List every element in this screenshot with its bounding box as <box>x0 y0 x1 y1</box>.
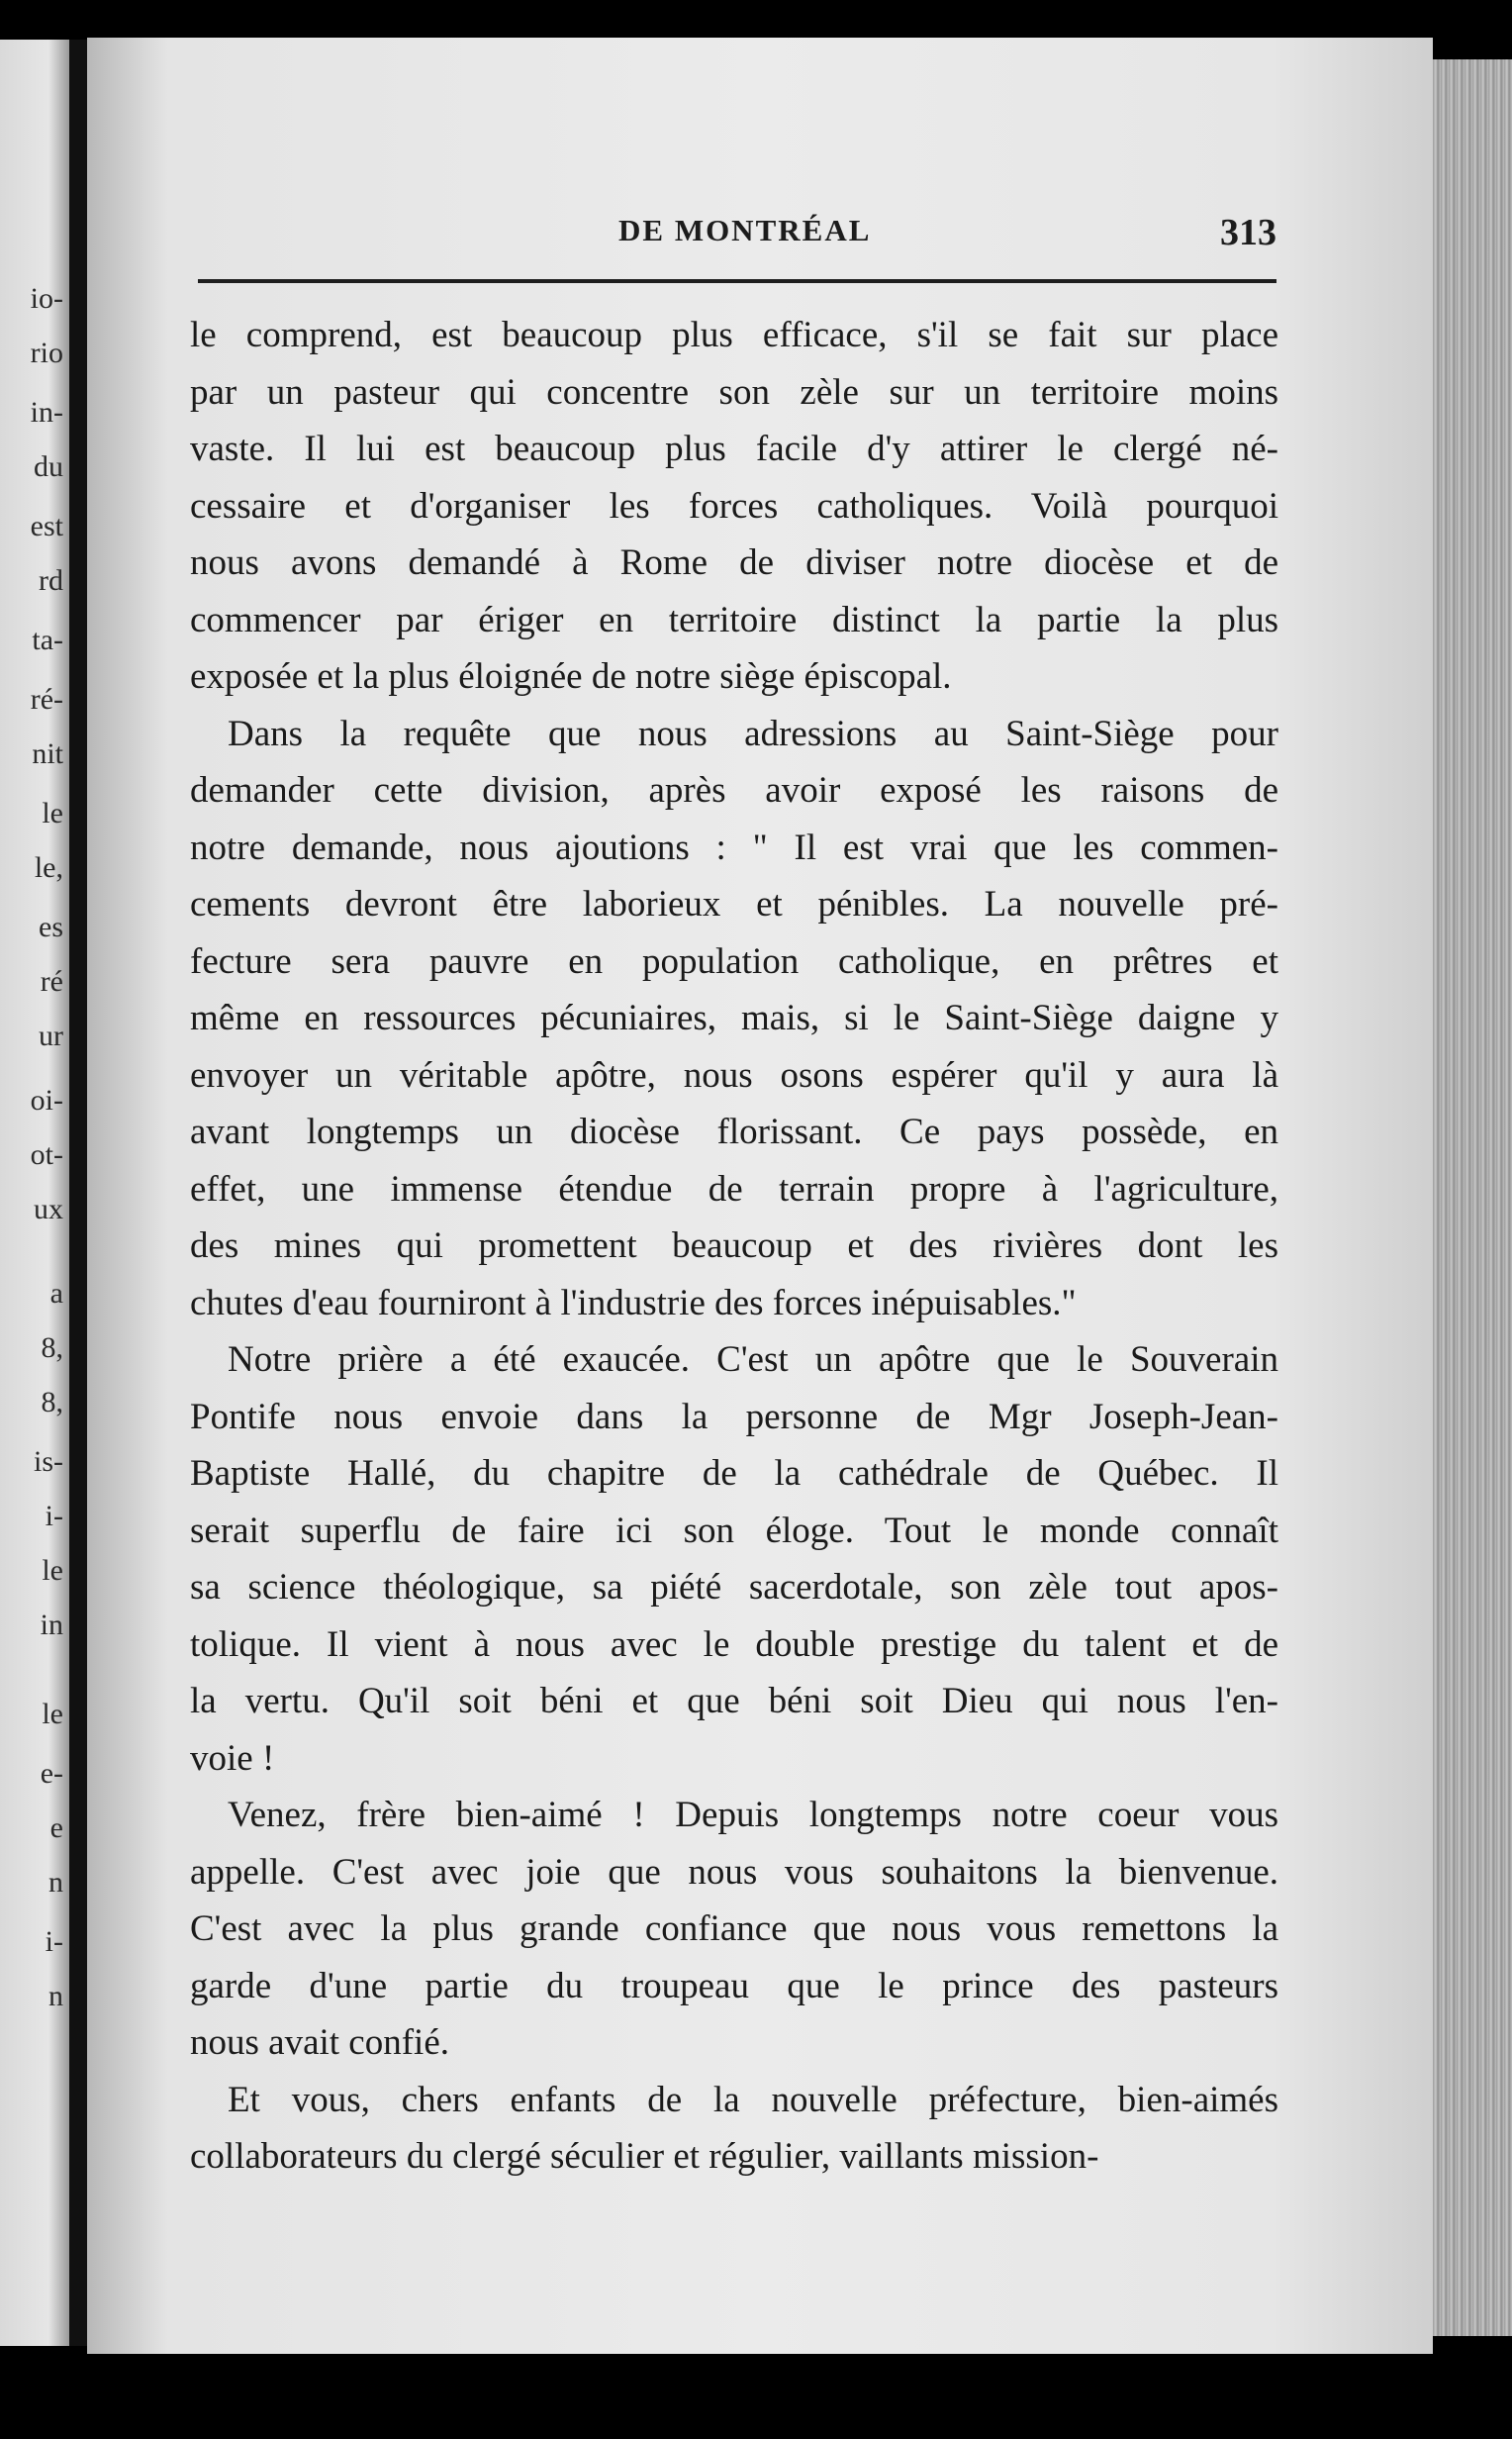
text-line: fecture sera pauvre en population catholique, en prêtres et <box>190 940 1278 982</box>
text-line: serait superflu de faire ici son éloge. Tout le monde connaît <box>190 1510 1278 1551</box>
text-line: appelle. C'est avec joie que nous vous souhaitons la bienvenue. <box>190 1851 1278 1893</box>
text-line: Venez, frère bien-aimé ! Depuis longtemps notre coeur vous <box>228 1795 1278 1835</box>
facing-page-fragment: rd <box>39 564 63 597</box>
facing-page-fragment: oi- <box>30 1084 63 1117</box>
text-line: sa science théologique, sa piété sacerdotale, son zèle tout apos- <box>190 1567 1278 1608</box>
page-number: 313 <box>1220 212 1276 253</box>
facing-page-fragment: n <box>48 1980 63 2012</box>
text-line: voie ! <box>190 1737 275 1779</box>
text-line: vaste. Il lui est beaucoup plus facile d'y attirer le clergé né- <box>190 429 1278 469</box>
text-line: Dans la requête que nous adressions au Saint-Siège pour <box>228 713 1278 754</box>
facing-page-fragment: i- <box>45 1500 63 1532</box>
facing-page-edge <box>0 40 69 2346</box>
text-line: Pontife nous envoie dans la personne de Mgr Joseph-Jean- <box>190 1396 1278 1437</box>
paragraph <box>190 1331 1278 1787</box>
text-line: Et vous, chers enfants de la nouvelle préfecture, bien-aimés <box>228 2079 1278 2120</box>
text-line: exposée et la plus éloignée de notre siège épiscopal. <box>190 656 952 697</box>
facing-page-fragment: ré <box>40 965 63 998</box>
facing-page-fragment: ux <box>34 1193 63 1225</box>
facing-page-fragment: le, <box>34 851 63 884</box>
facing-page-fragment: ta- <box>32 624 63 656</box>
facing-page-fragment: ot- <box>30 1138 63 1171</box>
text-line: nous avons demandé à Rome de diviser notre diocèse et de <box>190 542 1278 583</box>
facing-page-fragment: du <box>34 450 63 483</box>
facing-page-fragment: e- <box>40 1757 63 1790</box>
running-head: DE MONTRÉAL <box>618 213 872 247</box>
text-line: des mines qui promettent beaucoup et des rivières dont les <box>190 1225 1278 1266</box>
facing-page-fragment: le <box>42 1554 63 1587</box>
facing-page-fragment: ur <box>39 1020 63 1052</box>
text-line: commencer par ériger en territoire distinct la partie la plus <box>190 599 1278 640</box>
paragraph <box>190 2072 1278 2186</box>
facing-page-fragment: n <box>48 1866 63 1899</box>
facing-page-fragment: es <box>39 911 63 943</box>
text-line: demander cette division, après avoir exposé les raisons de <box>190 770 1278 811</box>
facing-page-fragment: io- <box>30 282 63 315</box>
text-line: collaborateurs du clergé séculier et régulier, vaillants mission- <box>190 2136 1099 2177</box>
page-stack-edge <box>1433 59 1512 2336</box>
text-line: envoyer un véritable apôtre, nous osons espérer qu'il y aura là <box>190 1054 1278 1096</box>
facing-page-fragment: 8, <box>41 1386 63 1418</box>
facing-page-fragment: ré- <box>30 683 63 716</box>
page-header <box>198 203 1276 262</box>
facing-page-fragment: nit <box>32 737 63 770</box>
text-line: effet, une immense étendue de terrain propre à l'agriculture, <box>190 1168 1278 1210</box>
book-gutter <box>69 40 87 2346</box>
body-text <box>190 307 1278 2186</box>
text-line: Notre prière a été exaucée. C'est un apôtre que le Souverain <box>228 1339 1278 1380</box>
paragraph <box>190 307 1278 706</box>
text-line: tolique. Il vient à nous avec le double prestige du talent et de <box>190 1623 1278 1665</box>
paragraph <box>190 1787 1278 2072</box>
facing-page-fragment: is- <box>34 1445 63 1478</box>
text-line: C'est avec la plus grande confiance que nous vous remettons la <box>190 1908 1278 1949</box>
header-rule <box>198 279 1276 283</box>
facing-page-fragment: le <box>42 1698 63 1730</box>
facing-page-fragment: rio <box>30 337 63 369</box>
facing-page-fragment: 8, <box>41 1331 63 1364</box>
paragraph <box>190 706 1278 1332</box>
text-line: chutes d'eau fourniront à l'industrie des forces inépuisables." <box>190 1282 1077 1323</box>
text-line: notre demande, nous ajoutions : " Il est vrai que les commen- <box>190 827 1278 868</box>
facing-page-fragment: in <box>40 1609 63 1641</box>
text-line: cements devront être laborieux et pénibles. La nouvelle pré- <box>190 884 1278 925</box>
facing-page-fragment: e <box>49 1811 63 1844</box>
text-line: la vertu. Qu'il soit béni et que béni soit Dieu qui nous l'en- <box>190 1681 1278 1721</box>
text-line: garde d'une partie du troupeau que le prince des pasteurs <box>190 1965 1278 2006</box>
text-line: le comprend, est beaucoup plus efficace, s'il se fait sur place <box>190 315 1278 355</box>
text-line: nous avait confié. <box>190 2022 449 2063</box>
facing-page-fragment: a <box>49 1277 63 1310</box>
facing-page-fragment: i- <box>45 1925 63 1958</box>
facing-page-fragment: est <box>30 510 63 542</box>
text-line: cessaire et d'organiser les forces catholiques. Voilà pourquoi <box>190 485 1278 527</box>
text-line: Baptiste Hallé, du chapitre de la cathédrale de Québec. Il <box>190 1453 1278 1494</box>
facing-page-fragment: le <box>42 797 63 829</box>
text-line: par un pasteur qui concentre son zèle sur un territoire moins <box>190 371 1278 413</box>
text-line: même en ressources pécuniaires, mais, si le Saint-Siège daigne y <box>190 998 1278 1038</box>
text-line: avant longtemps un diocèse florissant. Ce pays possède, en <box>190 1112 1278 1152</box>
facing-page-fragment: in- <box>30 396 63 429</box>
